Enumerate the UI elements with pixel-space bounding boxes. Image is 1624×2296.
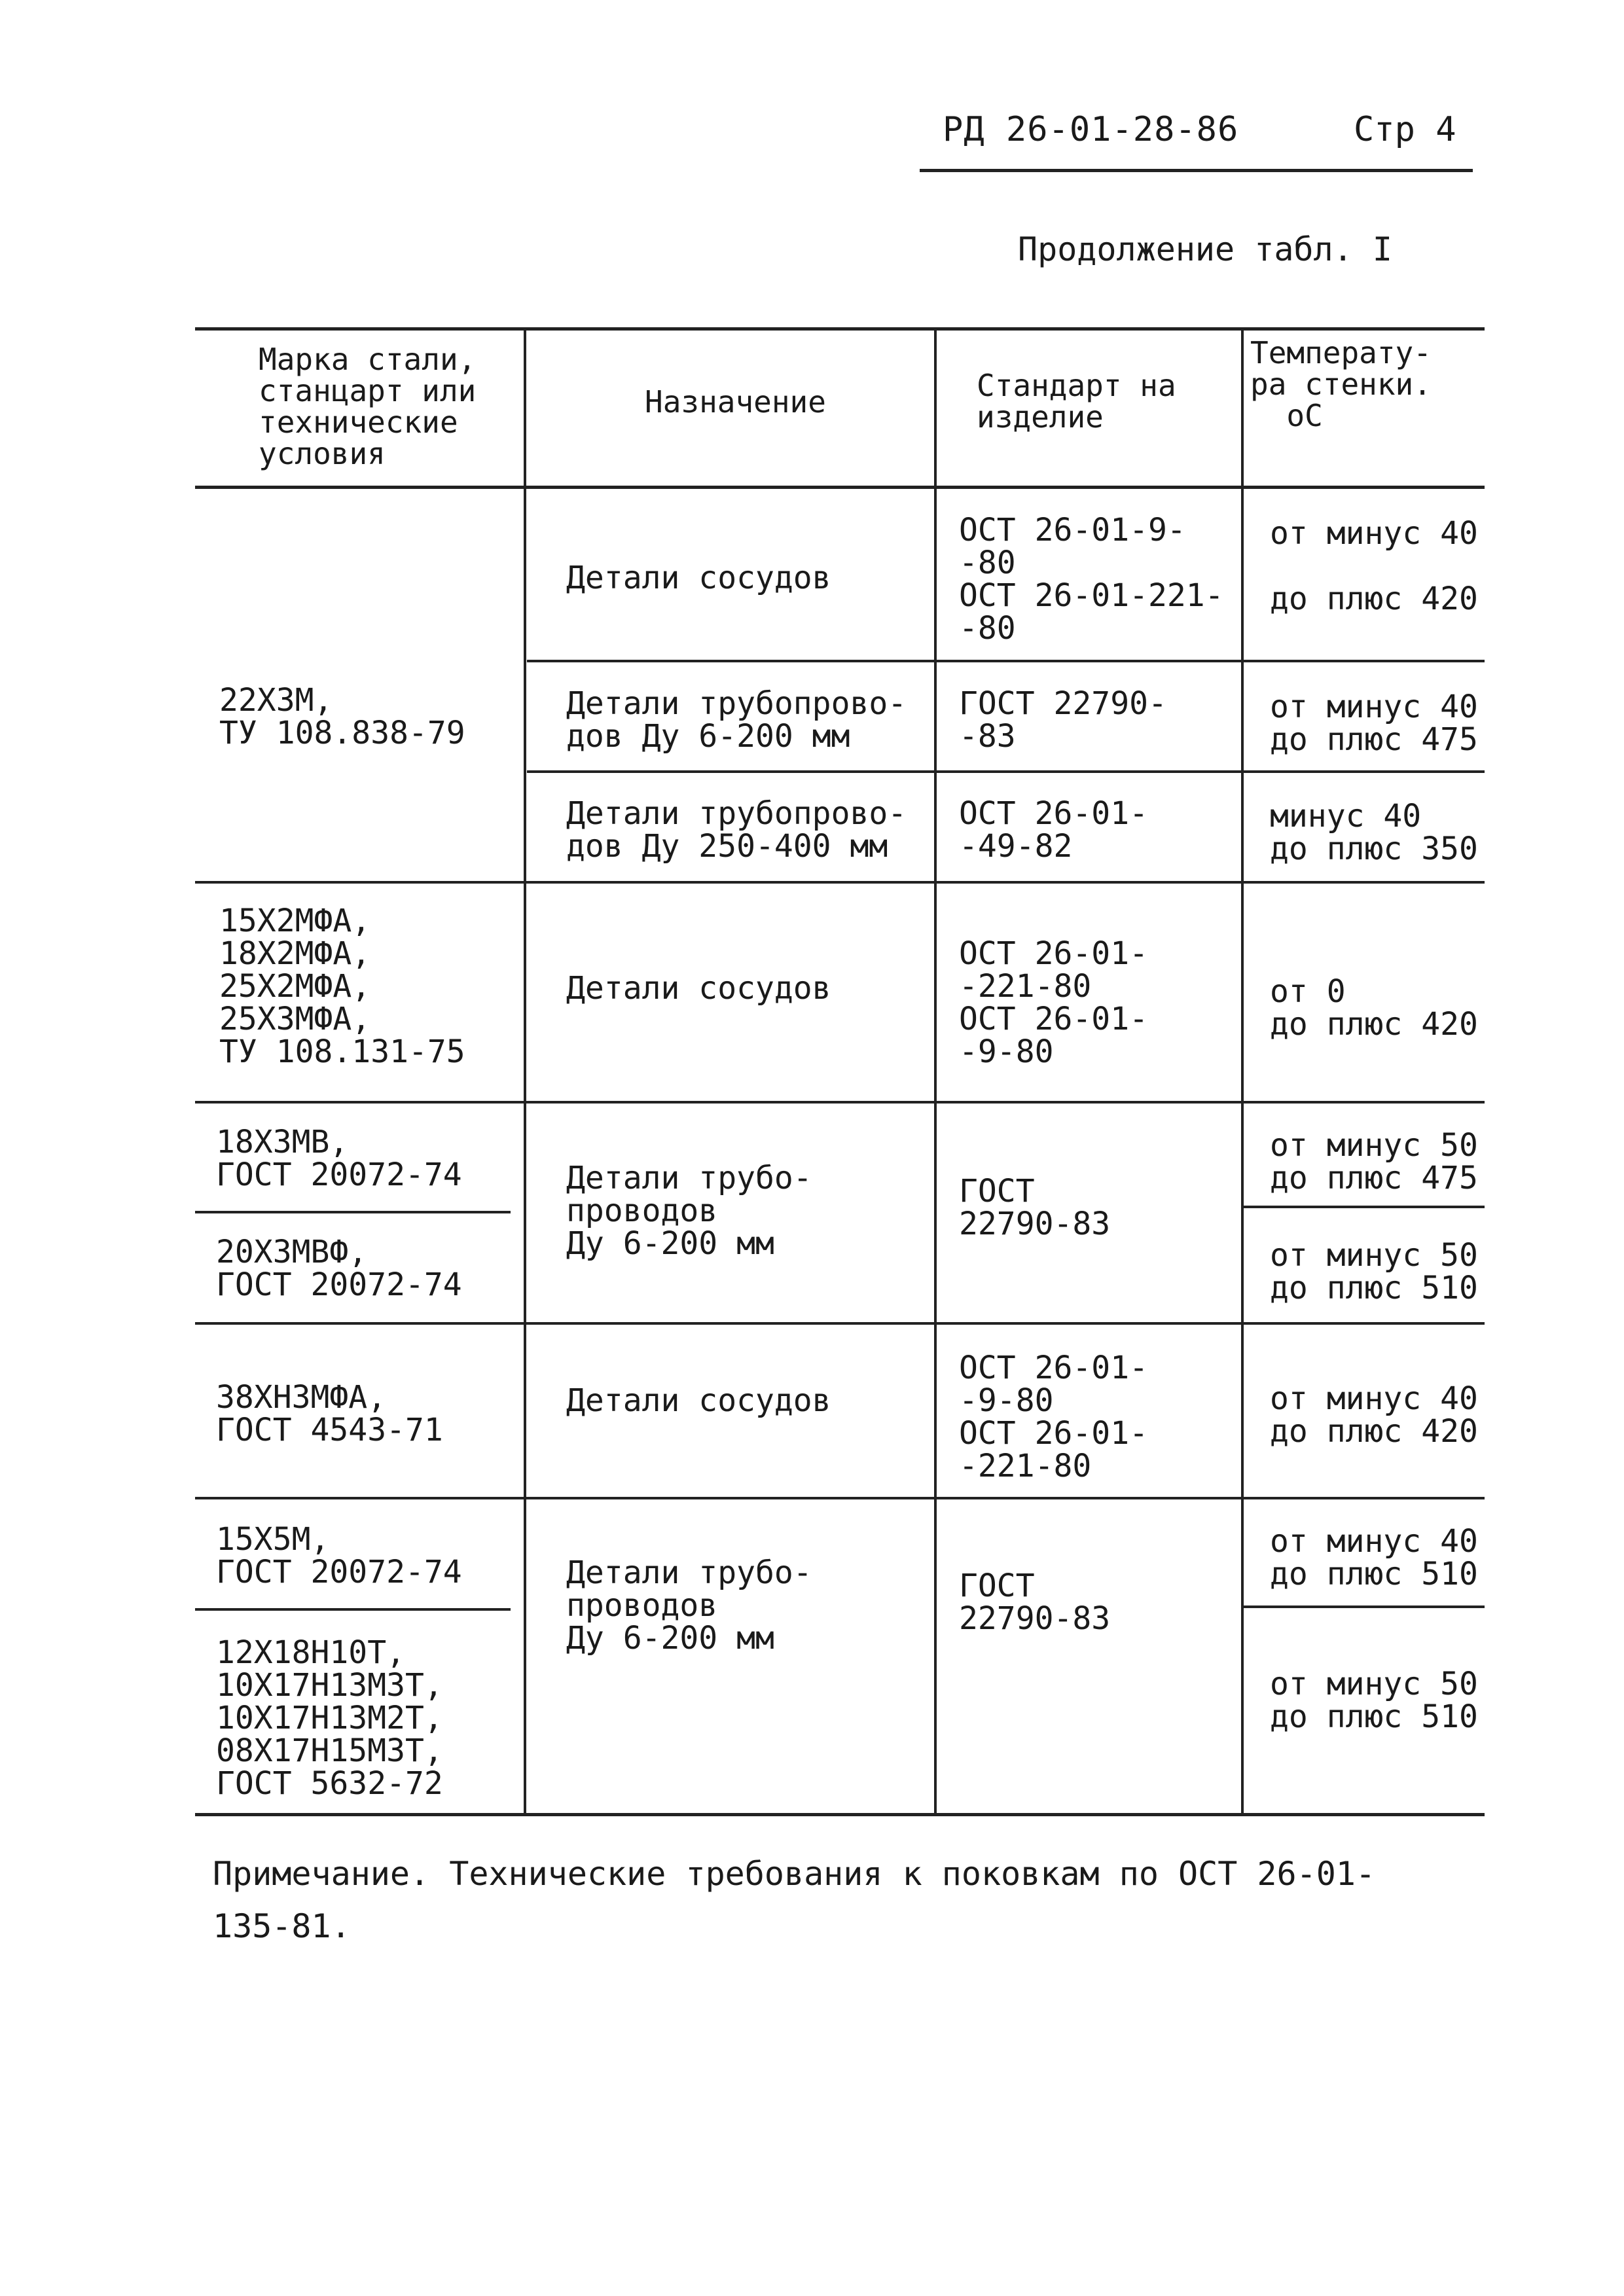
row-divider — [527, 770, 1485, 773]
standard-cell: ГОСТ 22790-83 — [959, 1173, 1111, 1242]
row-divider — [1244, 1206, 1485, 1208]
header-rule — [920, 169, 1473, 172]
column-header-purpose: Назначение — [645, 384, 826, 420]
standard-cell: ОСТ 26-01- -221-80 ОСТ 26-01- -9-80 — [959, 935, 1148, 1070]
table-caption: Продолжение табл. I — [1018, 230, 1392, 268]
grade-cell: 18Х3МВ, ГОСТ 20072-74 — [216, 1124, 462, 1193]
table-note-line-2: 135-81. — [213, 1907, 351, 1945]
grade-cell: 15Х5М, ГОСТ 20072-74 — [216, 1521, 462, 1590]
temperature-cell: от минус 40 до плюс 510 — [1270, 1523, 1478, 1592]
column-header-temperature: Температу- ра стенки. оС — [1250, 335, 1432, 433]
row-divider — [195, 1211, 511, 1213]
grade-cell: 12Х18Н10Т, 10Х17Н13М3Т, 10Х17Н13М2Т, 08Х17Н15М3Т, ГОСТ 5632-72 — [216, 1634, 443, 1802]
column-header-grade: Марка стали, станцарт или технические условия — [259, 342, 477, 471]
row-divider — [195, 1497, 1485, 1499]
temperature-cell: от минус 40 до плюс 475 — [1270, 689, 1478, 758]
column-divider — [1241, 331, 1244, 1813]
column-divider — [934, 331, 937, 1813]
temperature-cell: от минус 40 до плюс 420 — [1270, 515, 1478, 617]
purpose-cell: Детали сосудов — [566, 970, 831, 1007]
row-divider — [1244, 1605, 1485, 1608]
temperature-cell: от минус 40 до плюс 420 — [1270, 1380, 1478, 1450]
table-top-rule — [195, 327, 1485, 331]
standard-cell: ГОСТ 22790- -83 — [959, 685, 1167, 755]
purpose-cell: Детали сосудов — [566, 1382, 831, 1419]
grade-cell: 20Х3МВФ, ГОСТ 20072-74 — [216, 1234, 462, 1303]
purpose-cell: Детали трубо- проводов Ду 6-200 мм — [566, 1160, 812, 1262]
temperature-cell: от минус 50 до плюс 475 — [1270, 1127, 1478, 1196]
row-divider — [527, 660, 1485, 662]
table-note-line-1: Примечание. Технические требования к поковкам по ОСТ 26-01- — [213, 1855, 1376, 1893]
purpose-cell: Детали трубопрово- дов Ду 6-200 мм — [566, 685, 907, 755]
temperature-cell: минус 40 до плюс 350 — [1270, 798, 1478, 867]
grade-cell: 15Х2МФА, 18Х2МФА, 25Х2МФА, 25Х3МФА, ТУ 108.131-75 — [219, 903, 465, 1070]
document-code: РД 26-01-28-86 — [943, 110, 1239, 149]
standard-cell: ГОСТ 22790-83 — [959, 1568, 1111, 1637]
row-divider — [195, 1101, 1485, 1103]
column-divider — [524, 331, 526, 1813]
row-divider — [195, 1608, 511, 1611]
grade-cell: 22Х3М, ТУ 108.838-79 — [219, 682, 465, 751]
row-divider — [195, 881, 1485, 884]
purpose-cell: Детали сосудов — [566, 560, 831, 596]
row-divider — [195, 1322, 1485, 1325]
temperature-cell: от 0 до плюс 420 — [1270, 973, 1478, 1043]
table-bottom-rule — [195, 1813, 1485, 1816]
page-number: Стр 4 — [1354, 110, 1456, 149]
standard-cell: ОСТ 26-01-9- -80 ОСТ 26-01-221- -80 — [959, 512, 1224, 647]
purpose-cell: Детали трубо- проводов Ду 6-200 мм — [566, 1554, 812, 1657]
temperature-cell: от минус 50 до плюс 510 — [1270, 1666, 1478, 1735]
standard-cell: ОСТ 26-01- -9-80 ОСТ 26-01- -221-80 — [959, 1350, 1148, 1484]
purpose-cell: Детали трубопрово- дов Ду 250-400 мм — [566, 795, 907, 865]
column-header-standard: Стандарт на изделие — [977, 368, 1176, 435]
grade-cell: 38ХН3МФА, ГОСТ 4543-71 — [216, 1379, 443, 1448]
standard-cell: ОСТ 26-01- -49-82 — [959, 795, 1148, 865]
temperature-cell: от минус 50 до плюс 510 — [1270, 1237, 1478, 1306]
header-bottom-rule — [195, 486, 1485, 489]
